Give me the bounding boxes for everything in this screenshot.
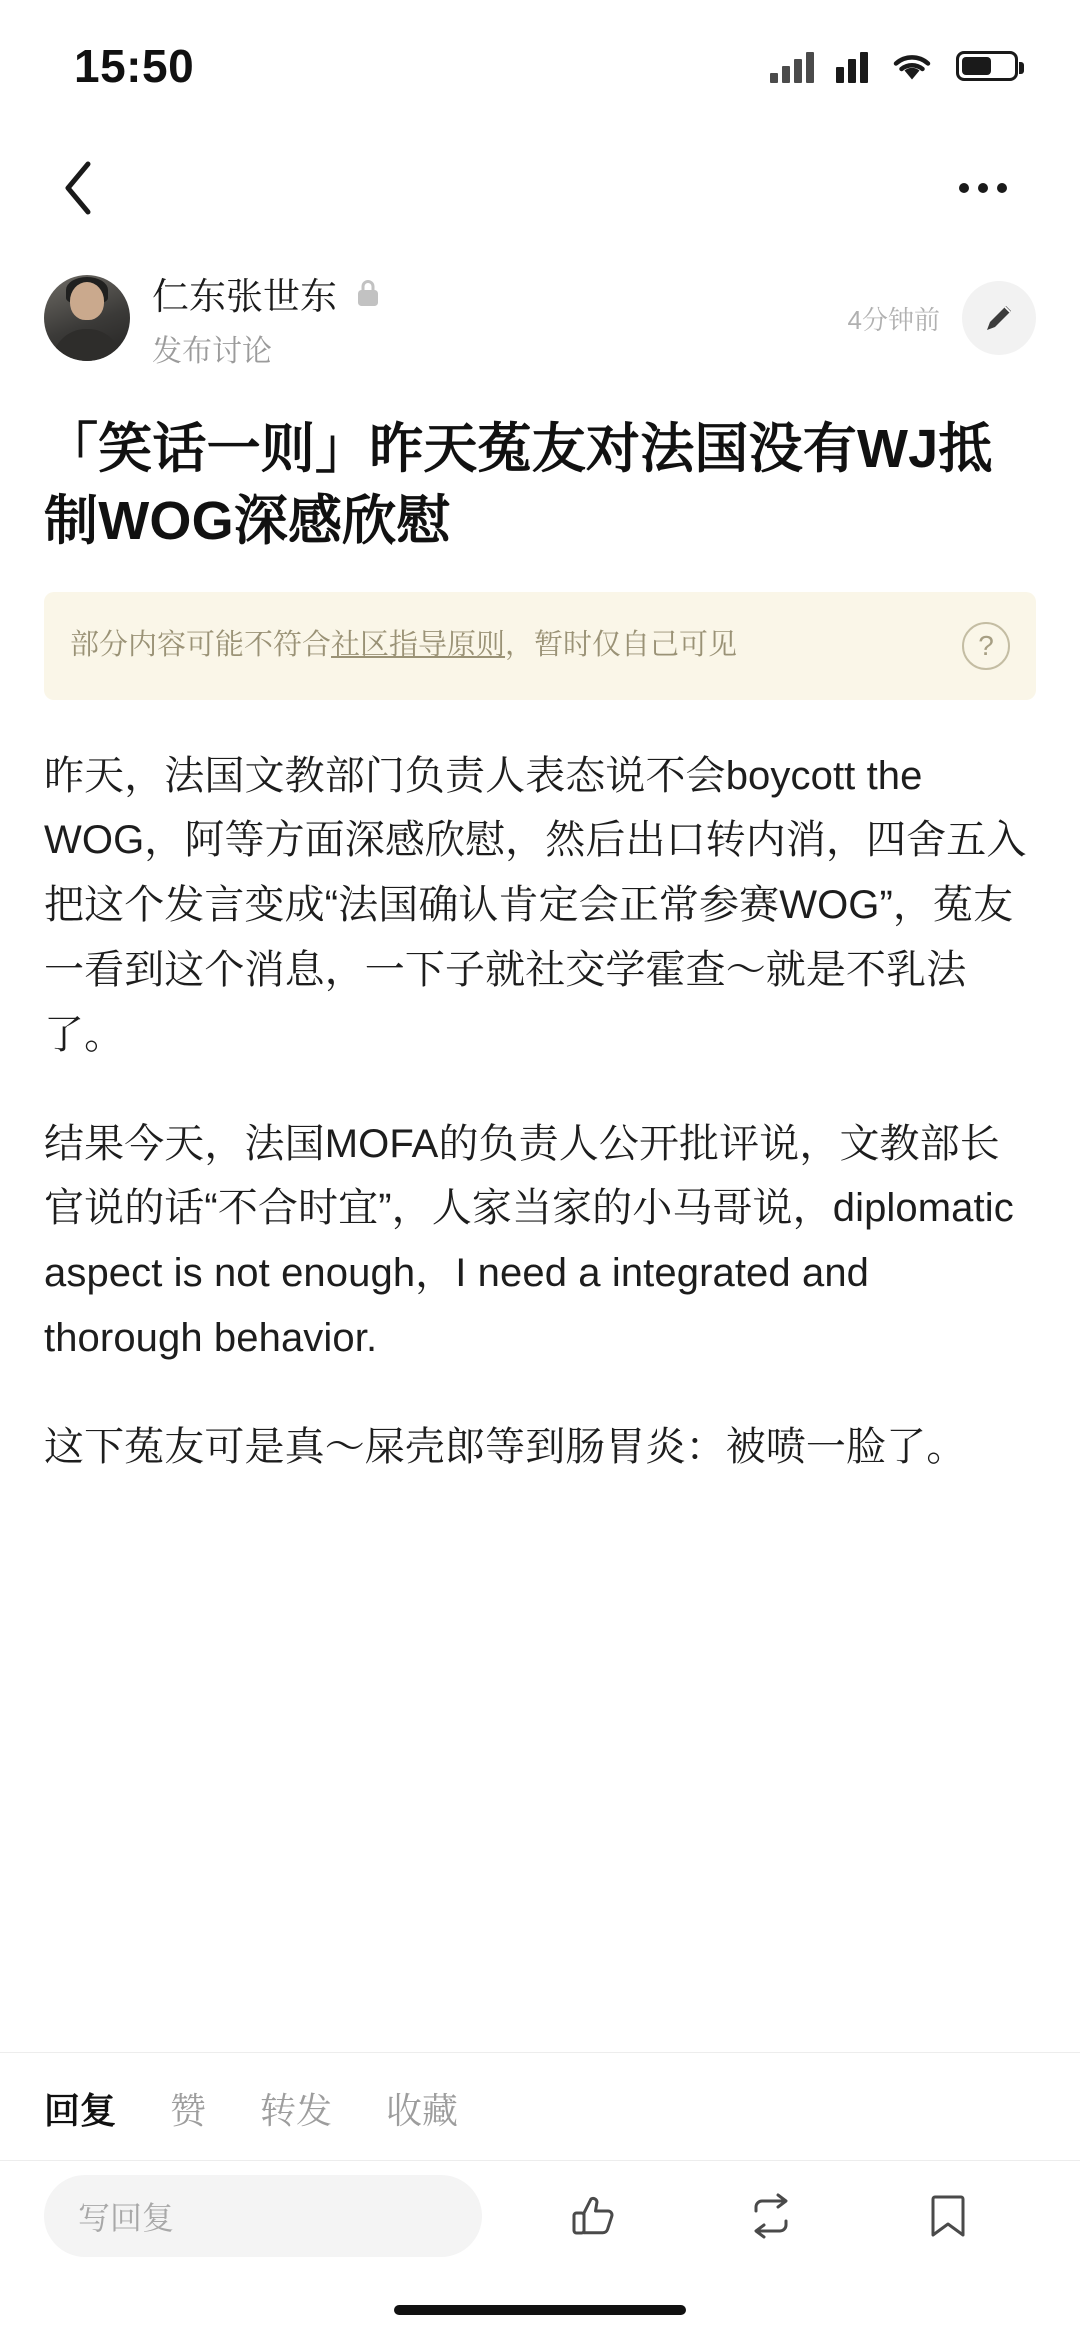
bottom-bar [0, 2052, 1080, 2337]
wifi-icon [890, 49, 934, 83]
status-time: 15:50 [74, 40, 195, 92]
chevron-left-icon [61, 160, 95, 216]
author-name-line [152, 266, 848, 320]
navigation-bar [0, 132, 1080, 244]
help-icon[interactable]: ? [962, 622, 1010, 670]
post-paragraph: 昨天，法国文教部门负责人表态说不会boycott the WOG，阿等方面深感欣慰，然后出口转内消，四舍五入把这个发言变成“法国确认肯定会正常参赛WOG”，菟友一看到这个消息，一下子就社交学霍查～就是不乳法了。 [44, 753, 1027, 1057]
tab-repost[interactable]: 转发 [260, 2090, 333, 2131]
post-content [0, 244, 1080, 2052]
lock-icon [355, 278, 381, 308]
community-guidelines-link[interactable]: 社区指导原则 [331, 629, 506, 662]
bookmark-button[interactable] [917, 2185, 979, 2247]
author-name[interactable]: 仁东张世东 [152, 276, 337, 317]
more-options-button[interactable] [948, 158, 1018, 218]
tab-reply[interactable]: 回复 [44, 2090, 117, 2131]
repost-button[interactable] [740, 2185, 802, 2247]
back-button[interactable] [48, 158, 108, 218]
status-indicators [770, 49, 1018, 83]
more-horizontal-icon [997, 183, 1007, 193]
content-warning-banner [44, 592, 1036, 700]
more-horizontal-icon [959, 183, 969, 193]
author-subtitle: 发布讨论 [152, 335, 272, 368]
post-paragraph: 结果今天，法国MOFA的负责人公开批评说，文教部长官说的话“不合时宜”，人家当家的小马哥说，diplomatic aspect is not enough，I need a integrated and thorough behavior. [44, 1121, 1014, 1360]
avatar[interactable] [44, 275, 130, 361]
signal-bars-icon [770, 49, 814, 83]
home-indicator[interactable] [394, 2305, 686, 2315]
signal-strength-icon [836, 49, 868, 83]
more-horizontal-icon [978, 183, 988, 193]
status-bar [0, 0, 1080, 132]
page-title: 「笑话一则」昨天菟友对法国没有WJ抵制WOG深感欣慰 [44, 419, 993, 551]
author-meta [152, 266, 848, 370]
action-tabs [0, 2053, 1080, 2160]
tab-bookmark[interactable]: 收藏 [386, 2090, 459, 2131]
home-indicator-area [0, 2283, 1080, 2337]
content-warning-prefix: 部分内容可能不符合 [70, 629, 332, 662]
post-timestamp: 4分钟前 [847, 304, 940, 335]
composer-actions [482, 2185, 1036, 2247]
content-warning-suffix: ，暂时仅自己可见 [505, 629, 738, 662]
thumbs-up-icon [568, 2190, 620, 2242]
author-row[interactable] [44, 244, 1036, 388]
post-paragraph: 这下菟友可是真～屎壳郎等到肠胃炎：被喷一脸了。 [44, 1424, 967, 1469]
tab-like[interactable]: 赞 [170, 2090, 207, 2131]
content-warning-text [70, 625, 737, 666]
battery-icon [956, 51, 1018, 81]
reply-input[interactable]: 写回复 [44, 2175, 482, 2257]
bookmark-icon [922, 2190, 974, 2242]
composer-bar [0, 2160, 1080, 2283]
like-button[interactable] [563, 2185, 625, 2247]
edit-button[interactable] [962, 281, 1036, 355]
repost-icon [745, 2190, 797, 2242]
pencil-icon [981, 300, 1017, 336]
